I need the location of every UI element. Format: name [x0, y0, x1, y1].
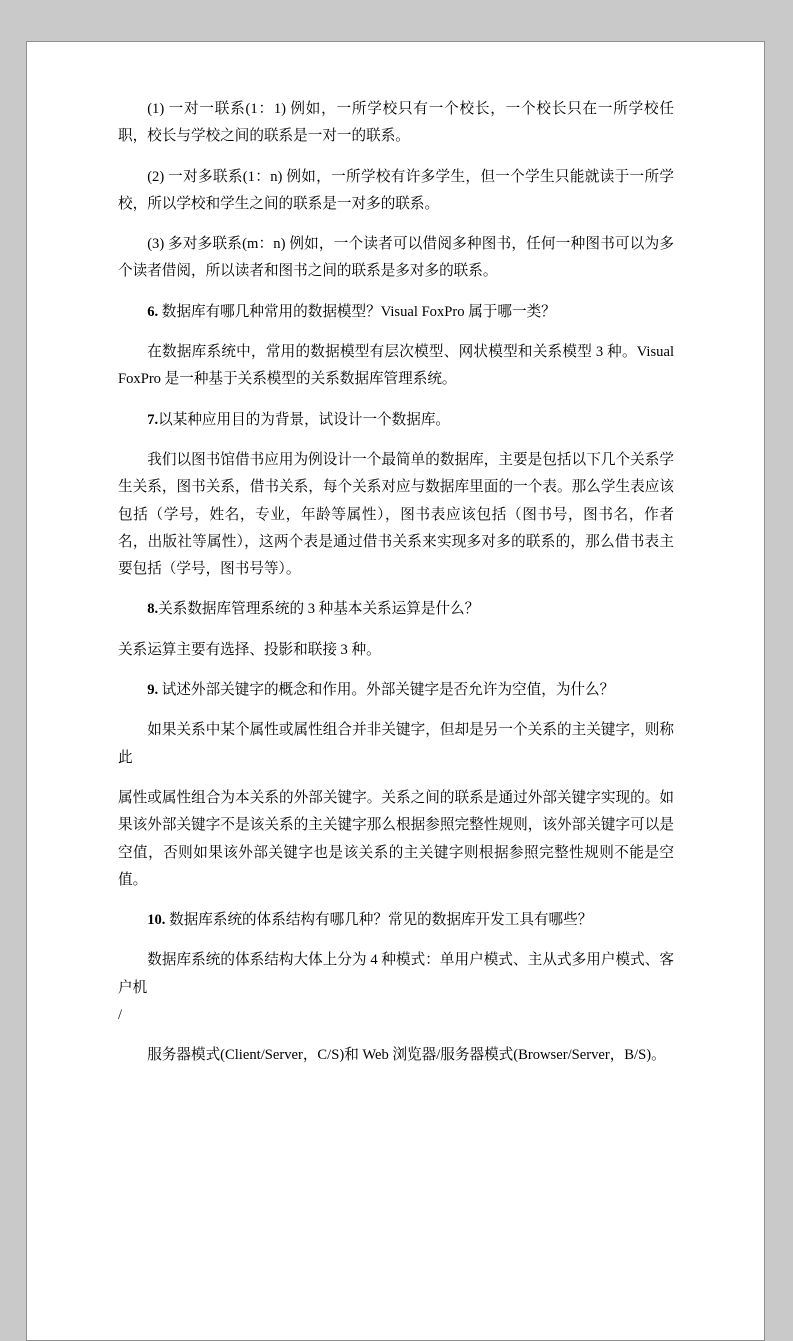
paragraph-text: 数据库系统的体系结构大体上分为 4 种模式：单用户模式、主从式多用户模式、客户机 [118, 952, 674, 996]
question-number: 9. [147, 682, 159, 699]
paragraph-question [118, 596, 674, 623]
paragraph: 服务器模式(Client/Server，C/S)和 Web 浏览器/服务器模式(Browser/Server，B/S)。 [147, 1047, 666, 1064]
paragraph [118, 947, 674, 1029]
paragraph: 属性或属性组合为本关系的外部关键字。关系之间的联系是通过外部关键字实现的。如果该外部关键字不是该关系的主关键字那么根据参照完整性规则，该外部关键字可以是空值，否则如果该外部关键字也是该关系的主关键字则根据参照完整性规则不能是空值。 [118, 789, 674, 888]
paragraph: (1) 一对一联系(1：1) 例如，一所学校只有一个校长，一个校长只在一所学校任职，校长与学校之间的联系是一对一的联系。 [118, 101, 674, 145]
paragraph: (3) 多对多联系(m：n) 例如，一个读者可以借阅多种图书，任何一种图书可以为多个读者借阅，所以读者和图书之间的联系是多对多的联系。 [118, 236, 674, 280]
paragraph-question [118, 677, 674, 704]
paragraph-text: 数据库有哪几种常用的数据模型？Visual FoxPro 属于哪一类？ [158, 303, 556, 320]
document-page [26, 41, 765, 1341]
paragraph-text: 试述外部关键字的概念和作用。外部关键字是否允许为空值，为什么？ [158, 682, 615, 699]
paragraph-question [118, 299, 674, 326]
paragraph-text: / [118, 1007, 123, 1024]
paragraph: 在数据库系统中，常用的数据模型有层次模型、网状模型和关系模型 3 种。Visual FoxPro 是一种基于关系模型的关系数据库管理系统。 [118, 344, 674, 388]
paragraph-question [118, 907, 674, 934]
paragraph: 如果关系中某个属性或属性组合并非关键字，但却是另一个关系的主关键字，则称此 [118, 722, 674, 766]
paragraph: 关系运算主要有选择、投影和联接 3 种。 [118, 641, 381, 658]
paragraph-text: 关系数据库管理系统的 3 种基本关系运算是什么？ [158, 601, 480, 618]
question-number: 6. [147, 303, 159, 320]
paragraph-question [118, 407, 674, 434]
paragraph: 我们以图书馆借书应用为例设计一个最简单的数据库，主要是包括以下几个关系学生关系，图书关系，借书关系，每个关系对应与数据库里面的一个表。那么学生表应该包括（学号，姓名，专业，年龄等属性），图书表应该包括（图书号，图书名，作者名，出版社等属性），这两个表是通过借书关系来实现多对多的联系的，那么借书表主要包括（学号，图书号等）。 [118, 451, 674, 578]
question-number: 8. [147, 601, 159, 618]
paragraph: (2) 一对多联系(1：n) 例如，一所学校有许多学生，但一个学生只能就读于一所学校，所以学校和学生之间的联系是一对多的联系。 [118, 168, 674, 212]
question-number: 7. [147, 411, 159, 428]
document-content [27, 42, 764, 1070]
paragraph-text: 数据库系统的体系结构有哪几种？常见的数据库开发工具有哪些？ [165, 912, 593, 929]
question-number: 10. [147, 912, 166, 929]
paragraph-text: 以某种应用目的为背景，试设计一个数据库。 [158, 411, 451, 428]
